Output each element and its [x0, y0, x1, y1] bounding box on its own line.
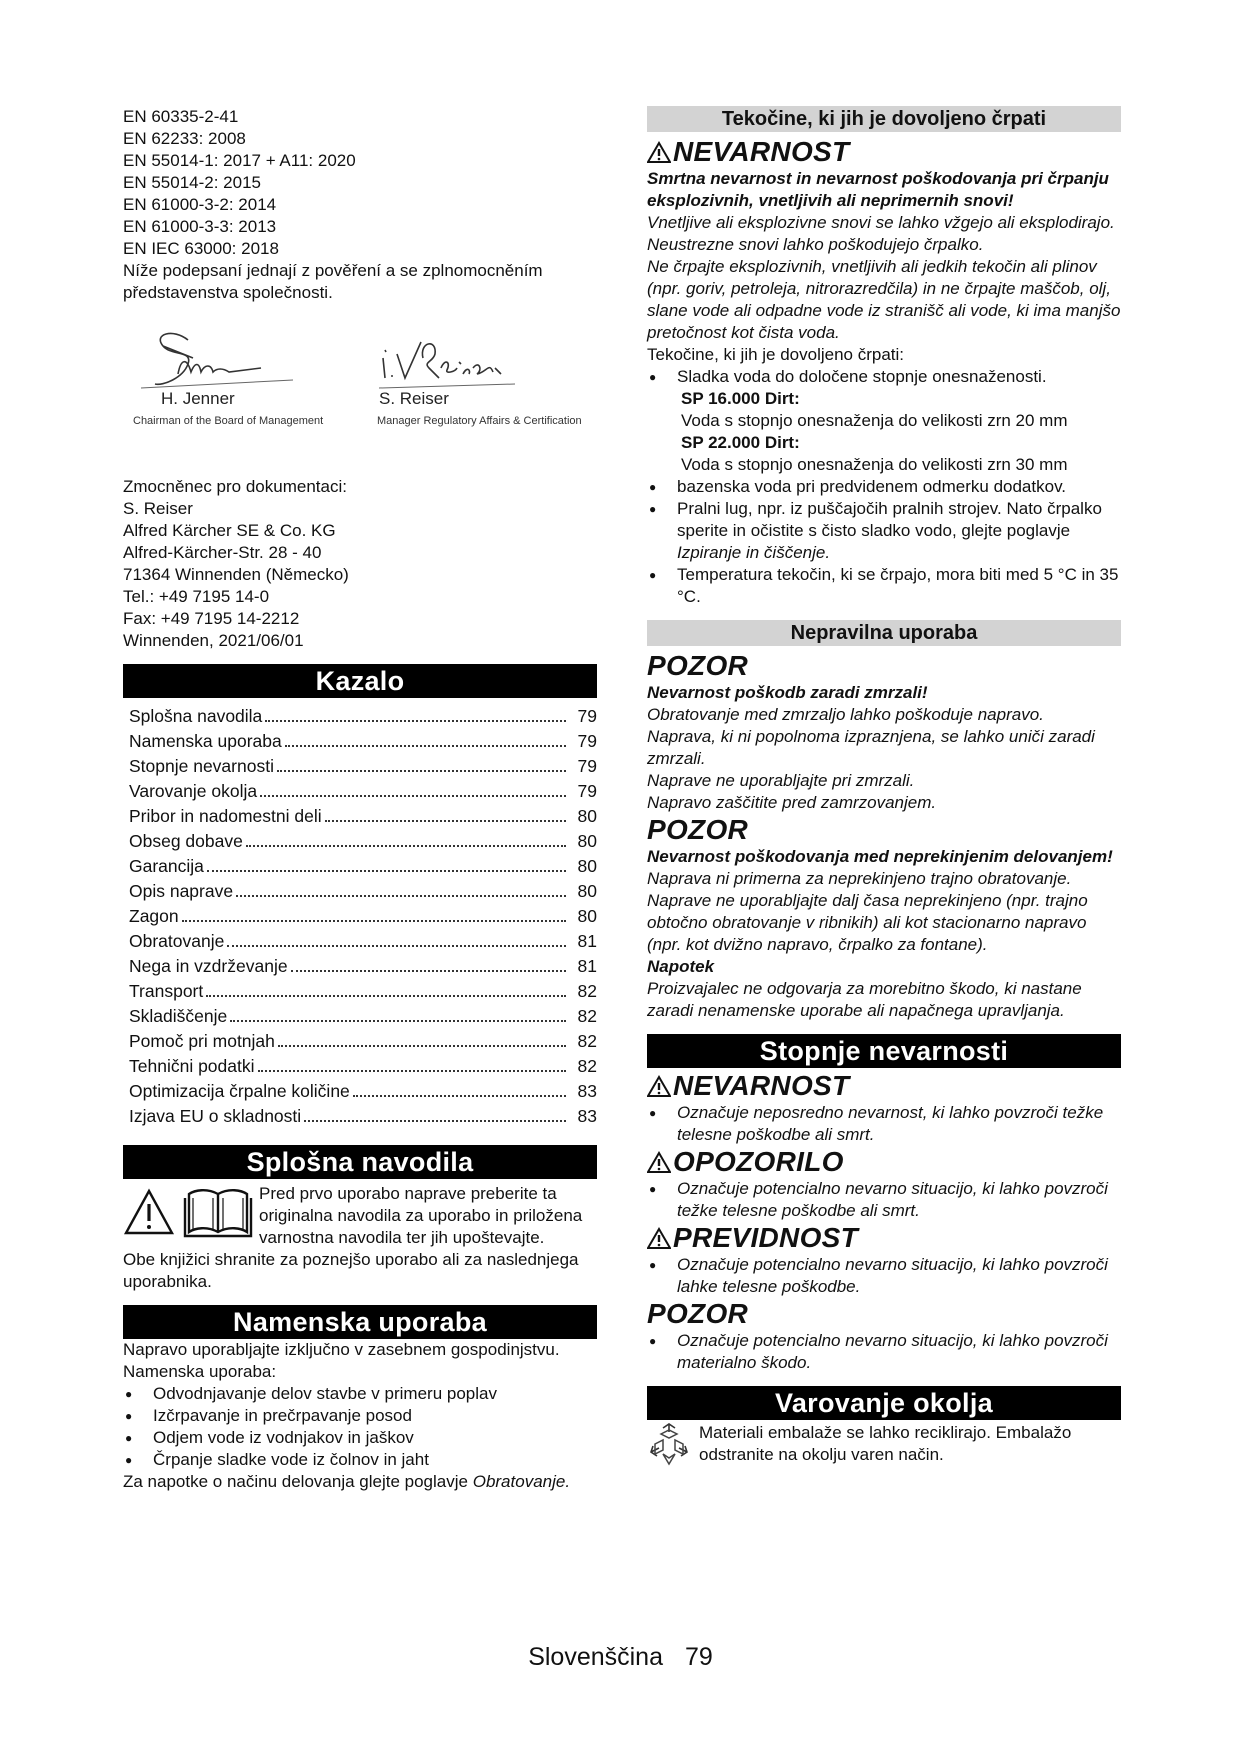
signature-name: H. Jenner — [161, 389, 235, 408]
section-title-hazard-levels: Stopnje nevarnosti — [647, 1034, 1121, 1068]
toc-entry[interactable]: Obseg dobave 80 — [129, 831, 597, 851]
toc-entry[interactable]: Pribor in nadomestni deli 80 — [129, 806, 597, 826]
chapter-reference[interactable]: Obratovanje. — [472, 1472, 571, 1491]
signature-jenner — [133, 328, 323, 428]
section-title-liquids: Tekočine, ki jih je dovoljeno črpati — [647, 106, 1121, 132]
section-title-environment: Varovanje okolja — [647, 1386, 1121, 1420]
recycling-icon — [647, 1422, 691, 1466]
caution-text: Napravo zaščitite pred zamrzovanjem. — [647, 793, 937, 812]
level-warning-heading: OPOZORILO — [647, 1146, 1121, 1178]
list-item: ● Odjem vode iz vodnjakov in jaškov — [123, 1427, 597, 1449]
chapter-reference[interactable]: Izpiranje in čiščenje. — [677, 543, 831, 562]
toc-entry[interactable]: Varovanje okolja 79 — [129, 781, 597, 801]
caution-text: Naprava ni primerna za neprekinjeno trajno obratovanje. — [647, 869, 1072, 888]
standard-item: EN 62233: 2008 — [123, 129, 246, 148]
use-paragraph: Namenska uporaba: — [123, 1362, 277, 1381]
left-column — [123, 106, 597, 1493]
section-title-general: Splošna navodila — [123, 1145, 597, 1179]
danger-heading: NEVARNOST — [647, 136, 1121, 168]
footer-language: Slovenščina — [528, 1643, 663, 1671]
caution-text: Obratovanje med zmrzaljo lahko poškoduje napravo. — [647, 705, 1044, 724]
level-list — [647, 1102, 1121, 1146]
caution-heading: POZOR — [647, 814, 749, 845]
contact-line: S. Reiser — [123, 499, 193, 518]
warning-icon — [647, 1227, 671, 1249]
page-footer — [0, 1642, 1241, 1672]
toc-entry[interactable]: Zagon 80 — [129, 906, 597, 926]
signature-role: Chairman of the Board of Management — [133, 415, 324, 427]
standard-item: EN IEC 63000: 2018 — [123, 239, 279, 258]
level-list — [647, 1254, 1121, 1298]
table-of-contents — [129, 704, 597, 1129]
signature-jenner-icon — [133, 328, 303, 390]
signature-reiser — [375, 328, 582, 428]
contact-block — [123, 476, 597, 652]
page-number: 79 — [685, 1643, 713, 1671]
list-item: ● Označuje neposredno nevarnost, ki lahko povzroči težke telesne poškodbe ali smrt. — [647, 1102, 1121, 1146]
toc-entry[interactable]: Splošna navodila 79 — [129, 706, 597, 726]
general-paragraph: Obe knjižici shranite za poznejšo uporabo ali za naslednjega uporabnika. — [123, 1250, 579, 1291]
toc-entry[interactable]: Optimizacija črpalne količine 83 — [129, 1081, 597, 1101]
warning-icon — [647, 1151, 671, 1173]
list-item: ● Temperatura tekočin, ki se črpajo, mora biti med 5 °C in 35 °C. — [647, 564, 1121, 608]
warning-triangle-icon — [123, 1187, 175, 1237]
standard-item: EN 60335-2-41 — [123, 107, 239, 126]
contact-line: Zmocněnec pro dokumentaci: — [123, 477, 347, 496]
level-danger-heading: NEVARNOST — [647, 1070, 1121, 1102]
section-title-intended-use: Namenska uporaba — [123, 1305, 597, 1339]
list-item: ● Označuje potencialno nevarno situacijo, ki lahko povzroči lahke telesne poškodbe. — [647, 1254, 1121, 1298]
use-paragraph: Za napotke o načinu delovanja glejte poglavje Obratovanje. — [123, 1472, 571, 1491]
toc-entry[interactable]: Garancija 80 — [129, 856, 597, 876]
standard-item: EN 55014-2: 2015 — [123, 173, 261, 192]
list-item: ● Označuje potencialno nevarno situacijo, ki lahko povzroči težke telesne poškodbe ali smrt. — [647, 1178, 1121, 1222]
toc-entry[interactable]: Pomoč pri motnjah 82 — [129, 1031, 597, 1051]
use-list — [123, 1383, 597, 1471]
level-list — [647, 1330, 1121, 1374]
list-item: ● Odvodnjavanje delov stavbe v primeru poplav — [123, 1383, 597, 1405]
standard-item: EN 61000-3-3: 2013 — [123, 217, 277, 236]
danger-text: Vnetljive ali eksplozivne snovi se lahko vžgejo ali eksplodirajo. — [647, 213, 1115, 232]
manual-book-icon — [183, 1186, 253, 1238]
signature-role: Manager Regulatory Affairs & Certification — [377, 415, 582, 427]
section-title-contents: Kazalo — [123, 664, 597, 698]
toc-entry[interactable]: Obratovanje 81 — [129, 931, 597, 951]
allowed-list — [647, 366, 1121, 608]
caution-text: Naprave ne uporabljajte dalj časa neprekinjeno (npr. trajno obtočno obratovanje v ribnikih) ali kot stacionarno napravo (npr. kot dvižno napravo, črpalko za fontane). — [647, 891, 1088, 954]
list-item: ● bazenska voda pri predvidenem odmerku dodatkov. — [647, 476, 1121, 498]
danger-lead: Smrtna nevarnost in nevarnost poškodovanja pri črpanju eksplozivnih, vnetljivih ali neprimernih snovi! — [647, 169, 1109, 210]
note-text: Proizvajalec ne odgovarja za morebitno škodo, ki nastane zaradi nenamenske uporabe ali napačnega upravljanja. — [647, 979, 1082, 1020]
danger-text: Ne črpajte eksplozivnih, vnetljivih ali jedkih tekočin ali plinov (npr. goriv, petroleja, nitrorazredčila) in ne črpajte maščob, olj, slane vode ali odpadne vode iz stranišč ali vode, ki ima manjšo pretočnost kot čista voda. — [647, 257, 1121, 342]
environment-block — [647, 1422, 1121, 1466]
note-label: Napotek — [647, 957, 715, 976]
contact-line: Tel.: +49 7195 14-0 — [123, 587, 270, 606]
toc-entry[interactable]: Opis naprave 80 — [129, 881, 597, 901]
allowed-intro: Tekočine, ki jih je dovoljeno črpati: — [647, 345, 905, 364]
contact-line: Alfred Kärcher SE & Co. KG — [123, 521, 336, 540]
warning-icon — [647, 141, 671, 163]
toc-entry[interactable]: Transport 82 — [129, 981, 597, 1001]
general-instructions — [123, 1183, 597, 1293]
list-item: ● Sladka voda do določene stopnje onesnaženosti. SP 16.000 Dirt: Voda s stopnjo onesnaženja do velikosti zrn 20 mm SP 22.000 Dirt: Voda s stopnjo onesnaženja do velikosti zrn 30 mm — [647, 366, 1121, 476]
caution-heading: POZOR — [647, 650, 749, 681]
level-list — [647, 1178, 1121, 1222]
right-column — [647, 106, 1121, 1466]
list-item: ● Izčrpavanje in prečrpavanje posod — [123, 1405, 597, 1427]
warning-icon — [647, 1075, 671, 1097]
level-attention-heading: POZOR — [647, 1298, 749, 1329]
toc-entry[interactable]: Skladiščenje 82 — [129, 1006, 597, 1026]
toc-entry[interactable]: Nega in vzdrževanje 81 — [129, 956, 597, 976]
contact-line: Fax: +49 7195 14-2212 — [123, 609, 300, 628]
toc-entry[interactable]: Izjava EU o skladnosti 83 — [129, 1106, 597, 1126]
toc-entry[interactable]: Stopnje nevarnosti 79 — [129, 756, 597, 776]
danger-text: Neustrezne snovi lahko poškodujejo črpalko. — [647, 235, 984, 254]
toc-entry[interactable]: Tehnični podatki 82 — [129, 1056, 597, 1076]
signature-reiser-icon — [375, 328, 525, 390]
general-paragraph: Pred prvo uporabo naprave preberite ta originalna navodila za uporabo in priložena varnostna navodila ter jih upoštevajte. — [259, 1184, 583, 1247]
section-title-misuse: Nepravilna uporaba — [647, 620, 1121, 646]
standard-item: EN 55014-1: 2017 + A11: 2020 — [123, 151, 356, 170]
use-paragraph: Napravo uporabljajte izključno v zasebnem gospodinjstvu. — [123, 1340, 560, 1359]
contact-line: Alfred-Kärcher-Str. 28 - 40 — [123, 543, 322, 562]
standard-item: EN 61000-3-2: 2014 — [123, 195, 277, 214]
level-caution-heading: PREVIDNOST — [647, 1222, 1121, 1254]
standards-list — [123, 106, 597, 260]
general-icons — [123, 1183, 255, 1241]
caution-lead: Nevarnost poškodovanja med neprekinjenim delovanjem! — [647, 847, 1113, 866]
list-item: ● Črpanje sladke vode iz čolnov in jaht — [123, 1449, 597, 1471]
caution-lead: Nevarnost poškodb zaradi zmrzali! — [647, 683, 928, 702]
environment-text: Materiali embalaže se lahko reciklirajo. Embalažo odstranite na okolju varen način. — [699, 1423, 1072, 1464]
signatures — [123, 328, 597, 454]
caution-text: Naprava, ki ni popolnoma izpraznjena, se lahko uniči zaradi zmrzali. — [647, 727, 1095, 768]
contact-line: Winnenden, 2021/06/01 — [123, 631, 304, 650]
signature-name: S. Reiser — [379, 389, 449, 408]
toc-entry[interactable]: Namenska uporaba 79 — [129, 731, 597, 751]
signed-note: Níže podepsaní jednají z pověření a se zplnomocněním představenstva společnosti. — [123, 261, 543, 302]
list-item: ● Pralni lug, npr. iz puščajočih pralnih strojev. Nato črpalko sperite in očistite s čisto sladko vodo, glejte poglavje Izpiranje in čiščenje. — [647, 498, 1121, 564]
list-item: ● Označuje potencialno nevarno situacijo, ki lahko povzroči materialno škodo. — [647, 1330, 1121, 1374]
caution-text: Naprave ne uporabljajte pri zmrzali. — [647, 771, 915, 790]
contact-line: 71364 Winnenden (Německo) — [123, 565, 349, 584]
